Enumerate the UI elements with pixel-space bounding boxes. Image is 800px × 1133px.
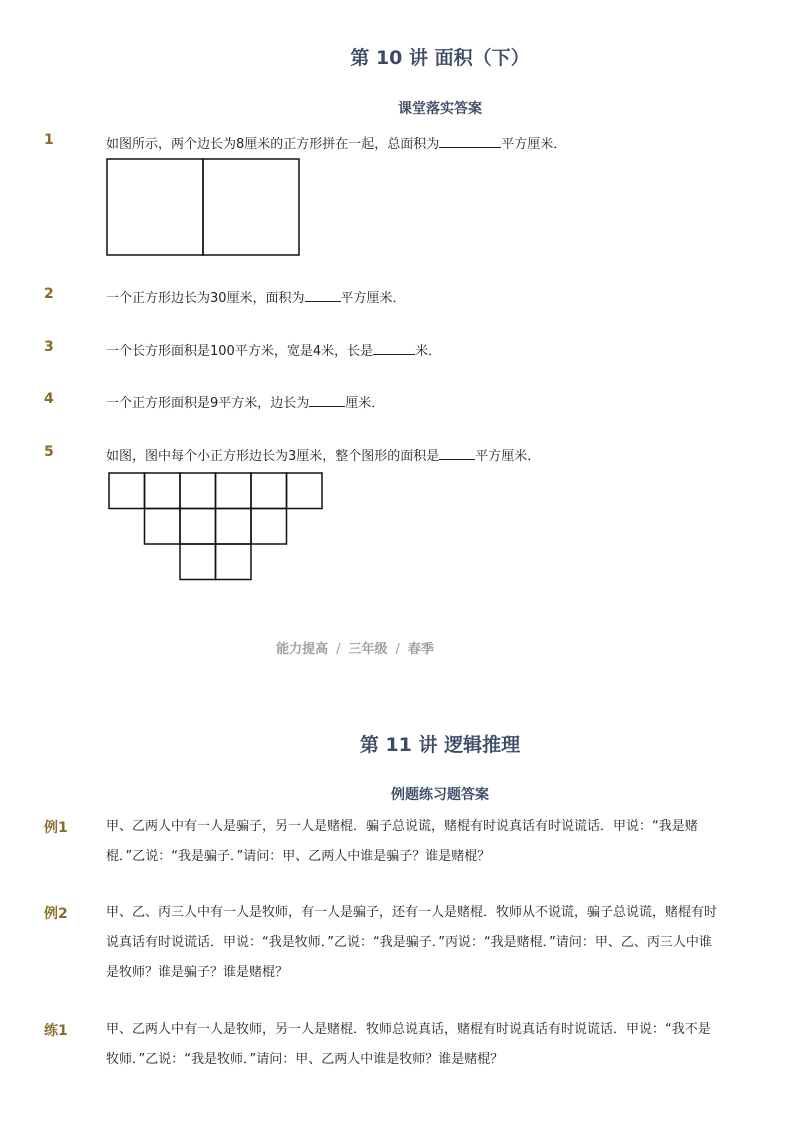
- question-text: [106, 392, 384, 411]
- grid-square: [180, 509, 216, 545]
- problem-label: 例1: [44, 820, 68, 836]
- problem-text: 甲、乙、丙三人中有一人是牧师，有一人是骗子，还有一人是赌棍．牧师从不说谎，骗子总说谎，赌棍有时说真话有时说谎话．甲说：“我是牧师．”乙说：“我是骗子．”丙说：“我是赌棍．”请问：甲、乙、丙三人中谁是牧师？谁是骗子？谁是赌棍？: [106, 905, 718, 980]
- square-left: [107, 159, 203, 255]
- answer-blank: [439, 134, 501, 148]
- grid-square: [287, 473, 323, 509]
- footer-part2: 三年级: [348, 642, 388, 657]
- question-text-after: 平方厘米．: [475, 449, 541, 464]
- two-squares-figure: [106, 158, 302, 258]
- footer-part3: 春季: [407, 642, 434, 657]
- grid-square: [180, 544, 216, 580]
- footer-separator: /: [395, 642, 400, 657]
- problem-text: 甲、乙两人中有一人是牧师，另一人是赌棍．牧师总说真话，赌棍有时说真话有时说谎话．甲说：“我不是牧师．”乙说：“我是牧师．”请问：甲、乙两人中谁是牧师？谁是赌棍？: [106, 1022, 711, 1067]
- problem-label: 例2: [44, 906, 68, 922]
- question-text-after: 米．: [415, 344, 442, 359]
- answer-blank: [309, 393, 345, 407]
- question-number: 3: [44, 339, 54, 355]
- problem-text: 甲、乙两人中有一人是骗子，另一人是赌棍．骗子总说谎，赌棍有时说真话有时说谎话．甲说：“我是赌棍．”乙说：“我是骗子．”请问：甲、乙两人中谁是骗子？谁是赌棍？: [106, 819, 698, 864]
- question-number: 4: [44, 391, 54, 407]
- question-number: 2: [44, 286, 54, 302]
- square-right: [203, 159, 299, 255]
- grid-square: [145, 509, 181, 545]
- answer-blank: [439, 446, 475, 460]
- question-text: [106, 133, 566, 152]
- grid-square: [216, 509, 252, 545]
- grid-square: [251, 473, 287, 509]
- question-text-after: 平方厘米．: [340, 291, 406, 306]
- question-number: 1: [44, 132, 54, 148]
- grid-square: [216, 473, 252, 509]
- answer-blank: [305, 288, 341, 302]
- question-text-after: 平方厘米．: [501, 137, 567, 152]
- answer-blank: [373, 341, 415, 355]
- inverted-triangle-grid-figure: [107, 471, 325, 583]
- question-text-before: 如图，图中每个小正方形边长为3厘米，整个图形的面积是: [106, 449, 440, 464]
- lecture10-title: 第 10 讲 面积（下）: [350, 47, 530, 69]
- page-footer: [0, 638, 710, 657]
- question-text-after: 厘米．: [345, 396, 385, 411]
- question-text: [106, 287, 406, 306]
- problem-label: 练1: [44, 1023, 68, 1039]
- question-text-before: 一个正方形边长为30厘米，面积为: [106, 291, 305, 306]
- question-text-before: 一个正方形面积是9平方米，边长为: [106, 396, 310, 411]
- grid-square: [251, 509, 287, 545]
- footer-separator: /: [336, 642, 341, 657]
- question-text-before: 如图所示，两个边长为8厘米的正方形拼在一起，总面积为: [106, 137, 440, 152]
- question-text-before: 一个长方形面积是100平方米，宽是4米，长是: [106, 344, 374, 359]
- lecture10-subtitle: 课堂落实答案: [398, 101, 482, 117]
- question-text: [106, 445, 540, 464]
- lecture11-subtitle: 例题练习题答案: [391, 787, 489, 803]
- grid-square: [180, 473, 216, 509]
- question-number: 5: [44, 444, 54, 460]
- grid-square: [145, 473, 181, 509]
- grid-square: [109, 473, 145, 509]
- lecture11-title: 第 11 讲 逻辑推理: [359, 734, 521, 756]
- grid-square: [216, 544, 252, 580]
- footer-part1: 能力提高: [276, 642, 329, 657]
- question-text: [106, 340, 441, 359]
